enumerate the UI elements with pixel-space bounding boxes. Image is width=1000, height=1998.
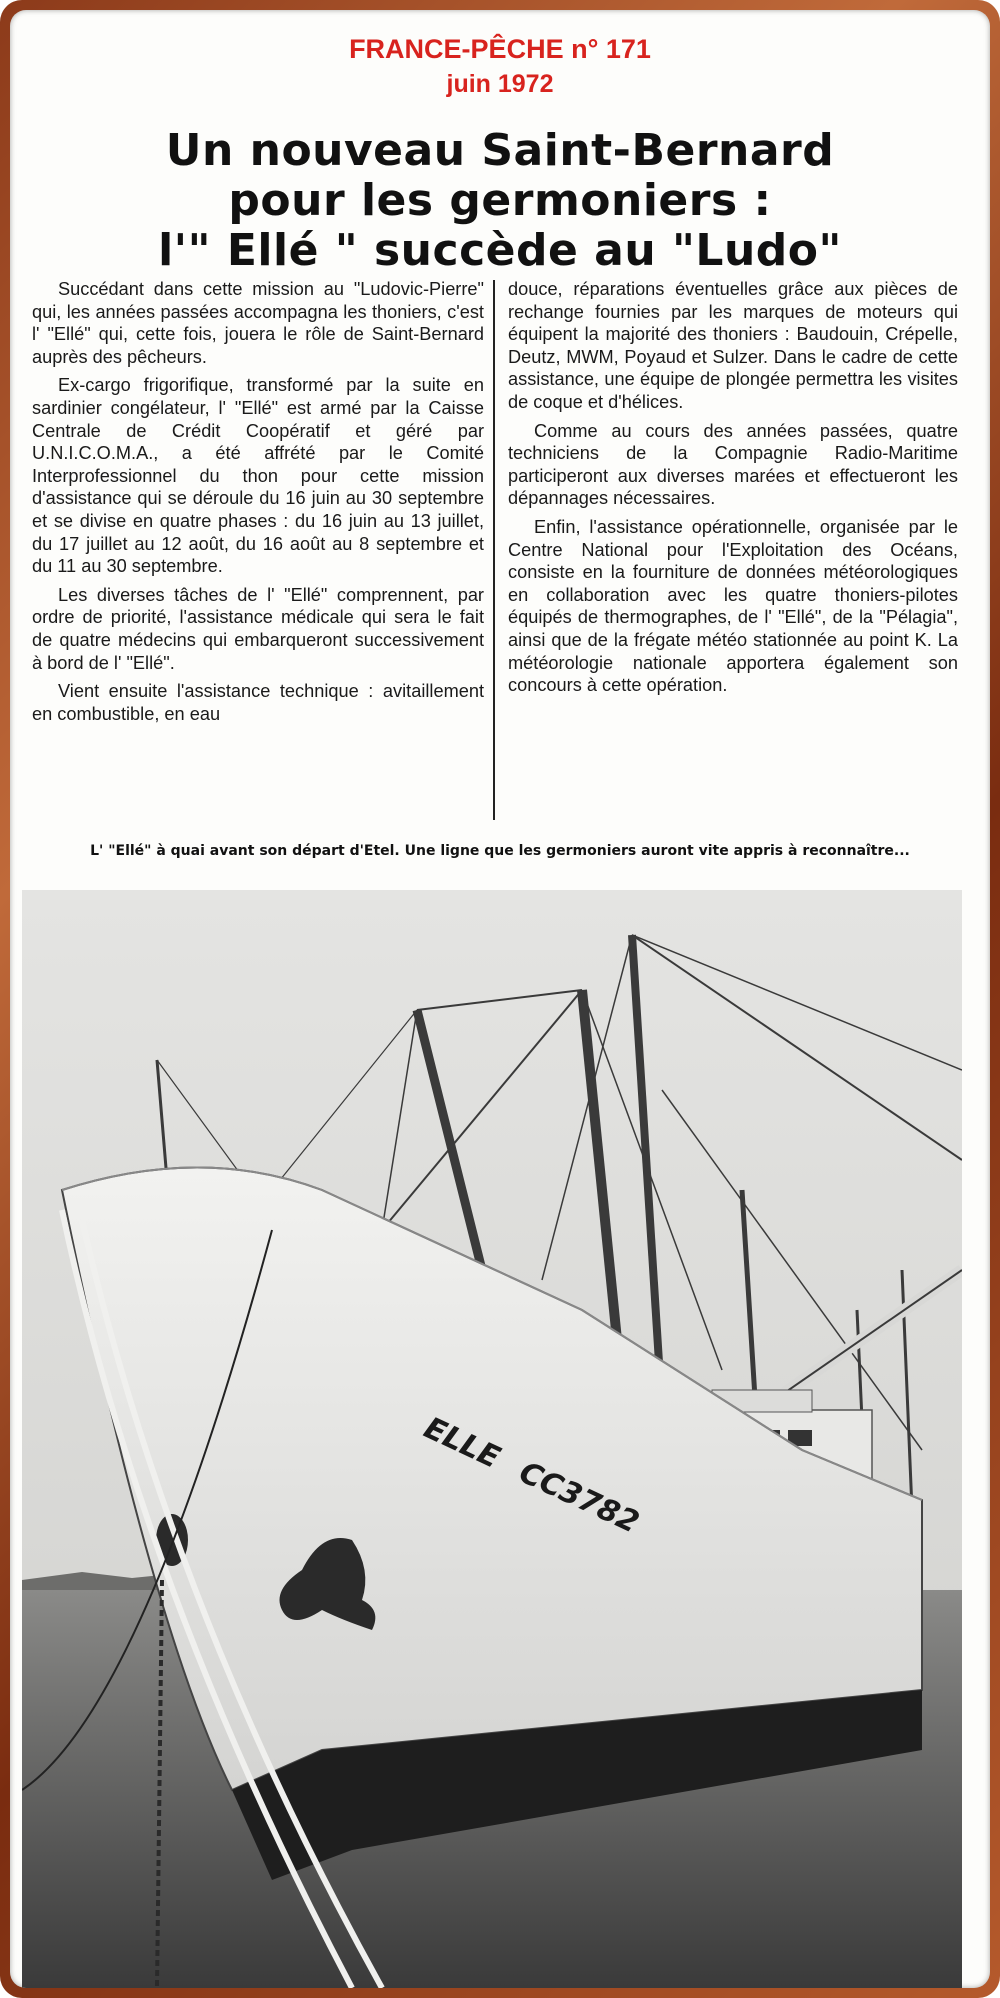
paragraph: Ex-cargo frigorifique, transformé par la suite en sardinier congélateur, l' "Ellé" est armé par la Caisse Centrale de Crédit Coopératif et géré par U.N.I.C.O.M.A., a été affrété par le Comité Interprofessionnel du thon pour cette mission d'assistance qui se déroule du 16 juin au 30 septembre et se divise en quatre phases : du 16 juin au 13 juillet, du 17 juillet au 12 août, du 16 août au 8 septembre et du 11 au 30 septembre. — [32, 375, 484, 577]
paragraph: Enfin, l'assistance opérationnelle, organisée par le Centre National pour l'Exploitation des Océans, consiste en la fourniture de données météorologiques en collaboration avec les quatre thoniers-pilotes équipés de thermographes, de l' "Ellé", de la "Pélagia", ainsi que de la frégate météo stationnée au point K. La météorologie nationale apportera également son concours à cette opération. — [508, 516, 958, 696]
article-column-left — [32, 278, 484, 731]
headline-line-2: pour les germoniers : — [228, 175, 772, 226]
magazine-page — [10, 10, 990, 1988]
ship-illustration — [22, 890, 962, 1988]
article-column-right — [508, 278, 958, 703]
column-divider — [493, 280, 495, 820]
article-headline — [130, 126, 870, 276]
headline-line-1: Un nouveau Saint-Bernard — [165, 125, 835, 176]
headline-line-3: l'" Ellé " succède au "Ludo" — [158, 225, 842, 276]
issue-date: juin 1972 — [446, 70, 554, 98]
paragraph: douce, réparations éventuelles grâce aux pièces de rechange fournies par les marques de moteurs qui équipent la majorité des thoniers : Baudouin, Crépelle, Deutz, MWM, Poyaud et Sulzer. Dans le cadre de cette assistance, une équipe de plongée permettra les visites de coque et d'hélices. — [508, 279, 958, 412]
magazine-title: FRANCE-PÊCHE n° 171 — [349, 34, 651, 64]
paragraph: Les diverses tâches de l' "Ellé" comprennent, par ordre de priorité, l'assistance médicale qui sera le fait de quatre médecins qui embarqueront successivement à bord de l' "Ellé". — [32, 584, 484, 673]
paragraph: Comme au cours des années passées, quatre techniciens de la Compagnie Radio-Maritime participeront aux diverses marées et effectueront les dépannages nécessaires. — [508, 420, 958, 509]
paragraph: Succédant dans cette mission au "Ludovic-Pierre" qui, les années passées accompagna les thoniers, c'est l' "Ellé" qui, cette fois, jouera le rôle de Saint-Bernard auprès des pêcheurs. — [32, 279, 484, 367]
photo-caption: L' "Ellé" à quai avant son départ d'Etel. Une ligne que les germoniers auront vite appris à reconnaître... — [90, 843, 910, 859]
hull-name-text: ELLE — [418, 1410, 506, 1476]
ship-photograph — [22, 890, 962, 1988]
hull-number-text: CC3782 — [513, 1454, 645, 1541]
paragraph: Vient ensuite l'assistance technique : avitaillement en combustible, en eau — [32, 681, 484, 724]
